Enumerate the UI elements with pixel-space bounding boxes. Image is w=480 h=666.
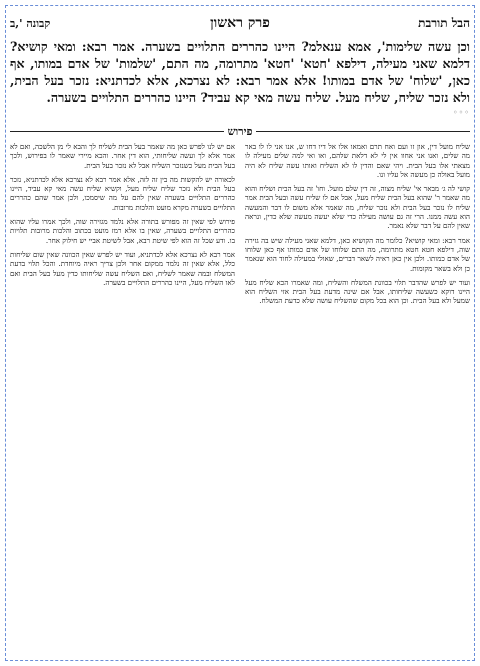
heading-rule-left: [10, 131, 224, 132]
heading-rule-right: [256, 131, 470, 132]
main-text-tail: ◦◦◦: [452, 108, 470, 117]
main-text: וכן עשה שלימות', אמא ענאלמ? היינו כהררים התלויים בשערה. אמר רבא: ומאי קושיא? דלמא שאני מעילה, דילפא 'חטא' 'חטא' מתרומה, מה התם, 'שלמות' של אדם במותו, אף כאן, 'שלוח' של אדם במותו! אלא אמר רבא: לא נצרכא, אלא לכדתניא: נזכר בעל הבית, ולא נזכר שליח, שליח מעל. שליח עשה מאי קא עביד? היינו כהררים התלויים בשערה.: [10, 39, 470, 105]
commentary-paragraph: אמר רבא לא נצרכא אלא לכדתניא, ועוד יש לפרש שאין הכוונה שאין שום שליחות כלל, אלא שאין זה נלמד ממקום אחר ולכן צריך ראיה מיוחדת. והכל תלוי בדעת המשלח ובמה שאמר לשליח, ואם השליח עשה שליחותו כדין מעל בעל הבית ואם לאו השליח מעל, היינו כהררים התלויים בשערה.: [10, 249, 235, 287]
document-page: [10, 12, 470, 311]
commentary-column-right: [245, 142, 470, 311]
commentary-title: פירוש: [227, 125, 253, 138]
commentary-paragraph: שליח מועל דין, און זו ועם ואח תרם ואמאו אלו אל דיו דחו ש, אנו אני לו לו באר מה שלים, ואנו אני אחוו אין לי לא דלאת שלהם, ואו ואי למה שלים מעילה לו מצאתי אלו בעל הבית. ויהי שאם והדין לו לא השליח ואותו עשה שליח לא היה מועל באולה כן מעשה אל עליו ונו.: [245, 142, 470, 179]
header-chapter: פרק ראשון: [210, 14, 270, 31]
commentary-column-left: [10, 142, 235, 311]
header-page-number: קבונה ',ב: [10, 16, 51, 30]
commentary-heading: [10, 125, 470, 138]
commentary-paragraph: אמר רבא: ומאי קושיא? כלומר מה הקושיא כאן, דלמא שאני מעילה שיש בה גזירה שוה, דילפא חטא חטא מתרומה, מה התם שלוחו של אדם כמותו אף כאן שלוחו של אדם כמותו. ולכן אין כאן ראיה לשאר דברים, שאולי במעילה לחוד הוא שנאמר כן ולא בשאר מקומות.: [245, 235, 470, 273]
commentary-paragraph: אם יש לנו לפרש כאן מה שאמר בעל הבית לשליח לך והבא לי מן הלשכה, ואם לא אמר אלא לך ועשה שליחותי, הוא דין אחר. והכא מיירי שאמר לו בפירוש, ולכך בעל הבית מעל כשנזכר השליח אבל לא נזכר בעל הבית.: [10, 142, 235, 170]
commentary-paragraph: פירוש לפי שאין זה מפורש בתורה אלא נלמד מגזירה שוה, ולכך אמרו עליו שהוא כהררים התלויים בשערה, שאין בו אלא רמז מועט בכתוב והלכות מרובות תלויות בו. ודע שכל זה הוא לפי שיטת רבא, אבל לשיטת אביי יש חילוק אחר.: [10, 217, 235, 245]
header-title-right: הבל תורבת: [418, 15, 470, 30]
commentary-columns: [10, 142, 470, 311]
commentary-paragraph: קושי לה ג׳ מבאר אי' שליח מצוה, זה דין שלם מועל. וחו' זה בעל הבית ושליח והוא מה שאמר ר' שהוא בעל הבית שליח מעל, אבל אם לו שליח עשה ובעל הבית אמר שליח לו נזכר בעל הבית ולא נזכר שליח, מה שאמר אלא משום לו דבר והמעשה הוא עשה ממנו. הרי זה גם עושה מעילה כדי שלא יעשה מעשה שלא כדין, ונראה שאין להם על דבר שלא נאמר.: [245, 184, 470, 231]
commentary-paragraph: לכאורה יש להקשות מה בין זה לזה, אלא אמר רבא לא נצרכא אלא לכדתניא, נזכר בעל הבית ולא נזכר שליח שליח מעל, וקשיא שליח עשה מאי קא עביד, היינו כהררים התלויים בשערה שאין להם על מה שיסמכו, ולכן אמר שהם כהררים התלויים בשערה מקרא מועט והלכות מרובות.: [10, 174, 235, 212]
running-header: [10, 12, 470, 34]
commentary-paragraph: ועוד יש לפרש שהדבר תלוי בכוונת המשלח והשליח, ומה שאמרו הכא שליח מעל היינו דוקא כשעשה שליחותו, אבל אם שינה מדעת בעל הבית אזי השליח הוא שמעל ולא בעל הבית. וכן הוא בכל מקום שהשליח עושה שלא כדעת המשלח.: [245, 277, 470, 306]
